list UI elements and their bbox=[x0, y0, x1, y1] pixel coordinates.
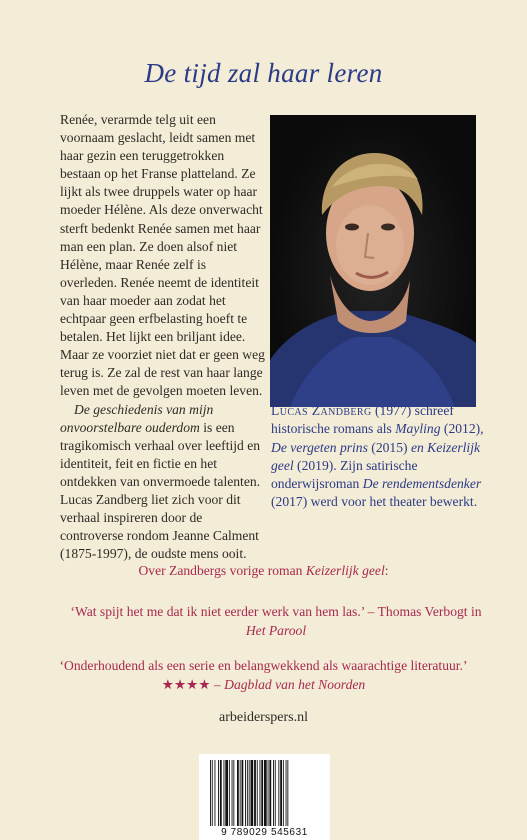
author-bio-text: (2017) werd voor het theater bewerkt. bbox=[271, 494, 478, 510]
isbn-barcode bbox=[199, 754, 330, 840]
author-bio bbox=[271, 402, 486, 512]
review-stars: ★★★★ bbox=[161, 676, 211, 692]
blurb-text bbox=[60, 111, 265, 563]
review-quote-1-source: Het Parool bbox=[245, 622, 307, 638]
reviews-intro-book: Keizerlijk geel bbox=[305, 563, 385, 578]
review-quote-2 bbox=[40, 657, 487, 694]
review-quote-2-source: Dagblad van het Noorden bbox=[224, 676, 366, 692]
blurb-paragraph-2-text: is een tragikomisch verhaal over leeftijd en identiteit, feit en fictie en het ontdekken van onvermoede talenten. Lucas Zandberg liet zich voor dit verhaal inspireren door de controverse rondom Jeanne Calment (1875-1997), de oudste mens ooit. bbox=[60, 419, 261, 562]
review-quote-1 bbox=[66, 603, 486, 640]
book-mayling: Mayling bbox=[395, 421, 441, 437]
blurb-paragraph-1: Renée, verarmde telg uit een voornaam geslacht, leidt samen met haar gezin een teruggetrokken bestaan op het Franse platteland. Ze lijkt als twee druppels water op haar moeder Hélène. Als deze onverwacht sterft bedenkt Renée samen met haar man een plan. Ze doen alsof niet Hélène, maar Renée zelf is overleden. Renée neemt de identiteit van haar moeder aan zodat het echtpaar geen erfbelasting hoeft te betalen. Het lijkt een briljant idee. Maar ze voorziet niet dat er geen weg terug is. Ze zal de rest van haar lange leven met de gevolgen moeten leven. bbox=[60, 112, 265, 399]
author-bio-text: (1977) schreef historische romans als bbox=[271, 403, 454, 437]
author-bio-text: (2012), bbox=[440, 421, 484, 437]
review-dash: – bbox=[210, 676, 225, 692]
reviews-intro-colon: : bbox=[384, 563, 389, 578]
author-portrait-image bbox=[270, 115, 476, 407]
book-title: De tijd zal haar leren bbox=[144, 58, 383, 88]
publisher-website: arbeiderspers.nl bbox=[218, 710, 309, 725]
reviews-intro bbox=[0, 563, 527, 579]
book-rendementsdenker: De rendementsdenker bbox=[362, 476, 482, 492]
blurb-book-title: De geschiedenis van mijn onvoorstelbare ouderdom bbox=[60, 401, 214, 435]
isbn-number: 9 789029 545631 bbox=[221, 827, 308, 838]
book-keizerlijk-geel: en Keizerlijk geel bbox=[271, 439, 481, 473]
barcode-bars bbox=[210, 760, 319, 826]
author-bio-text: (2019). Zijn satirische onderwijsroman bbox=[271, 457, 418, 492]
author-bio-text: (2015) bbox=[367, 439, 411, 455]
review-quote-1-text: ‘Wat spijt het me dat ik niet eerder werk van hem las.’ – Thomas Verbogt in bbox=[70, 604, 482, 619]
book-vergeten-prins: De vergeten prins bbox=[271, 439, 368, 455]
review-quote-2-text: ‘Onderhoudend als een serie en belangwekkend als waarachtige literatuur.’ bbox=[59, 658, 468, 673]
reviews-intro-text: Over Zandbergs vorige roman bbox=[138, 563, 306, 578]
author-photo bbox=[270, 115, 476, 407]
blurb-paragraph-2 bbox=[60, 401, 265, 564]
author-name: Lucas Zandberg bbox=[271, 403, 372, 418]
